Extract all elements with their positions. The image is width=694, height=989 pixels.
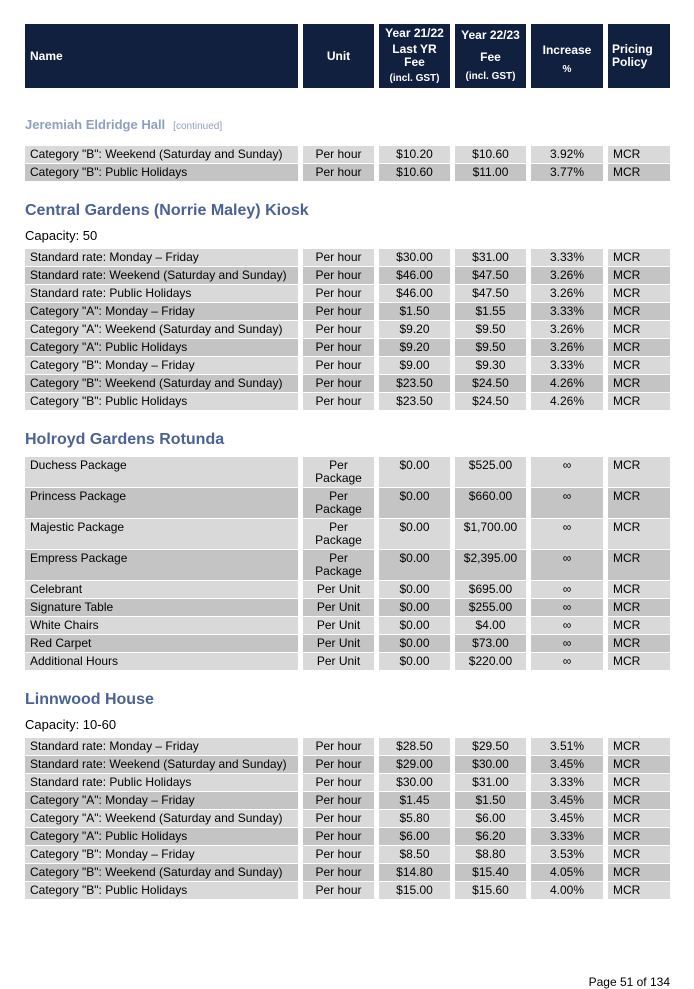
row-pricing-policy: MCR	[608, 357, 670, 375]
table-row	[25, 635, 670, 653]
table-row	[25, 393, 670, 411]
row-name: Signature Table	[25, 599, 303, 617]
row-increase: 3.33%	[531, 357, 608, 375]
row-increase: 3.26%	[531, 339, 608, 357]
header-fee-label: Fee	[480, 50, 501, 64]
row-increase: 3.45%	[531, 756, 608, 774]
row-increase: 3.26%	[531, 321, 608, 339]
table-row	[25, 519, 670, 550]
row-pricing-policy: MCR	[608, 375, 670, 393]
row-pricing-policy: MCR	[608, 550, 670, 581]
row-name: Category "A": Weekend (Saturday and Sunday)	[25, 810, 303, 828]
row-last-year-fee: $0.00	[379, 653, 455, 671]
row-last-year-fee: $30.00	[379, 774, 455, 792]
row-pricing-policy: MCR	[608, 810, 670, 828]
row-pricing-policy: MCR	[608, 828, 670, 846]
sections-container	[25, 117, 670, 900]
row-unit: Per hour	[303, 774, 379, 792]
row-name: Category "A": Public Holidays	[25, 828, 303, 846]
row-pricing-policy: MCR	[608, 488, 670, 519]
row-name: Celebrant	[25, 581, 303, 599]
row-fee: $1.55	[455, 303, 531, 321]
table-row	[25, 792, 670, 810]
row-fee: $10.60	[455, 146, 531, 164]
row-fee: $525.00	[455, 457, 531, 488]
row-name: Empress Package	[25, 550, 303, 581]
table-row	[25, 249, 670, 267]
fee-table	[25, 146, 670, 182]
row-last-year-fee: $0.00	[379, 457, 455, 488]
row-unit: Per hour	[303, 303, 379, 321]
row-fee: $695.00	[455, 581, 531, 599]
row-fee: $30.00	[455, 756, 531, 774]
row-last-year-fee: $5.80	[379, 810, 455, 828]
row-last-year-fee: $0.00	[379, 599, 455, 617]
row-fee: $1.50	[455, 792, 531, 810]
row-increase: ∞	[531, 457, 608, 488]
table-row	[25, 488, 670, 519]
table-header	[25, 24, 670, 89]
row-fee: $29.50	[455, 738, 531, 756]
row-fee: $4.00	[455, 617, 531, 635]
row-pricing-policy: MCR	[608, 635, 670, 653]
row-increase: 4.26%	[531, 393, 608, 411]
row-fee: $6.00	[455, 810, 531, 828]
row-fee: $73.00	[455, 635, 531, 653]
row-fee: $660.00	[455, 488, 531, 519]
table-row	[25, 303, 670, 321]
header-increase-sub: %	[562, 64, 572, 75]
row-increase: 4.26%	[531, 375, 608, 393]
header-increase-label: Increase	[542, 43, 592, 57]
row-pricing-policy: MCR	[608, 146, 670, 164]
table-row	[25, 285, 670, 303]
row-increase: ∞	[531, 617, 608, 635]
row-pricing-policy: MCR	[608, 164, 670, 182]
row-last-year-fee: $1.45	[379, 792, 455, 810]
table-row	[25, 774, 670, 792]
row-fee: $2,395.00	[455, 550, 531, 581]
header-last-year-label: Last YR Fee	[392, 42, 437, 69]
row-unit: Per hour	[303, 357, 379, 375]
row-fee: $8.80	[455, 846, 531, 864]
fee-table	[25, 457, 670, 671]
header-last-year-top: Year 21/22	[385, 26, 444, 40]
row-name: Standard rate: Monday – Friday	[25, 738, 303, 756]
section-title	[25, 431, 670, 449]
row-fee: $9.50	[455, 339, 531, 357]
row-increase: 3.33%	[531, 303, 608, 321]
row-name: Duchess Package	[25, 457, 303, 488]
fee-schedule-page	[25, 24, 670, 900]
row-name: Category "B": Public Holidays	[25, 393, 303, 411]
row-increase: ∞	[531, 519, 608, 550]
row-last-year-fee: $6.00	[379, 828, 455, 846]
table-row	[25, 599, 670, 617]
row-name: Category "B": Public Holidays	[25, 882, 303, 900]
row-pricing-policy: MCR	[608, 457, 670, 488]
row-name: Standard rate: Public Holidays	[25, 285, 303, 303]
row-last-year-fee: $10.60	[379, 164, 455, 182]
row-increase: 3.26%	[531, 285, 608, 303]
row-name: Standard rate: Weekend (Saturday and Sunday)	[25, 267, 303, 285]
row-name: Category "A": Public Holidays	[25, 339, 303, 357]
row-unit: Per hour	[303, 321, 379, 339]
row-pricing-policy: MCR	[608, 599, 670, 617]
row-fee: $15.40	[455, 864, 531, 882]
row-fee: $220.00	[455, 653, 531, 671]
row-last-year-fee: $0.00	[379, 488, 455, 519]
table-row	[25, 581, 670, 599]
row-increase: 3.26%	[531, 267, 608, 285]
table-row	[25, 653, 670, 671]
row-pricing-policy: MCR	[608, 864, 670, 882]
row-name: Category "A": Weekend (Saturday and Sunday)	[25, 321, 303, 339]
row-fee: $1,700.00	[455, 519, 531, 550]
table-row	[25, 882, 670, 900]
header-fee	[455, 24, 531, 89]
row-last-year-fee: $0.00	[379, 581, 455, 599]
row-pricing-policy: MCR	[608, 393, 670, 411]
row-unit: Per hour	[303, 882, 379, 900]
section	[25, 691, 670, 900]
row-last-year-fee: $0.00	[379, 617, 455, 635]
header-increase	[531, 24, 608, 89]
table-row	[25, 457, 670, 488]
row-unit: Per Unit	[303, 617, 379, 635]
row-pricing-policy: MCR	[608, 267, 670, 285]
row-unit: Per Unit	[303, 653, 379, 671]
row-pricing-policy: MCR	[608, 846, 670, 864]
section-title-text: Jeremiah Eldridge Hall	[25, 117, 166, 132]
row-unit: Per hour	[303, 164, 379, 182]
row-fee: $24.50	[455, 393, 531, 411]
page-number: Page 51 of 134	[588, 975, 670, 989]
header-name: Name	[25, 24, 303, 89]
row-name: Red Carpet	[25, 635, 303, 653]
row-increase: ∞	[531, 635, 608, 653]
row-fee: $6.20	[455, 828, 531, 846]
row-last-year-fee: $0.00	[379, 635, 455, 653]
row-unit: Per hour	[303, 339, 379, 357]
table-row	[25, 339, 670, 357]
row-fee: $9.30	[455, 357, 531, 375]
row-pricing-policy: MCR	[608, 617, 670, 635]
section-title	[25, 117, 670, 132]
row-unit: Per Package	[303, 457, 379, 488]
row-fee: $255.00	[455, 599, 531, 617]
section	[25, 117, 670, 182]
row-name: Category "B": Weekend (Saturday and Sunday)	[25, 375, 303, 393]
row-last-year-fee: $46.00	[379, 267, 455, 285]
row-unit: Per Unit	[303, 581, 379, 599]
row-last-year-fee: $9.20	[379, 339, 455, 357]
table-row	[25, 756, 670, 774]
section	[25, 202, 670, 411]
table-row	[25, 550, 670, 581]
table-row	[25, 164, 670, 182]
table-row	[25, 864, 670, 882]
row-name: Category "A": Monday – Friday	[25, 792, 303, 810]
header-fee-top: Year 22/23	[461, 28, 520, 42]
table-row	[25, 810, 670, 828]
row-last-year-fee: $0.00	[379, 519, 455, 550]
table-row	[25, 828, 670, 846]
row-name: Standard rate: Weekend (Saturday and Sunday)	[25, 756, 303, 774]
row-last-year-fee: $14.80	[379, 864, 455, 882]
header-fee-sub: (incl. GST)	[465, 71, 516, 82]
row-pricing-policy: MCR	[608, 339, 670, 357]
table-row	[25, 846, 670, 864]
row-pricing-policy: MCR	[608, 285, 670, 303]
row-last-year-fee: $29.00	[379, 756, 455, 774]
row-increase: ∞	[531, 581, 608, 599]
header-last-year-sub: (incl. GST)	[389, 73, 440, 84]
row-fee: $31.00	[455, 774, 531, 792]
row-name: Additional Hours	[25, 653, 303, 671]
row-fee: $24.50	[455, 375, 531, 393]
row-unit: Per Unit	[303, 635, 379, 653]
row-name: Category "A": Monday – Friday	[25, 303, 303, 321]
header-unit: Unit	[303, 24, 379, 89]
row-pricing-policy: MCR	[608, 249, 670, 267]
row-last-year-fee: $23.50	[379, 375, 455, 393]
row-unit: Per Package	[303, 550, 379, 581]
row-pricing-policy: MCR	[608, 738, 670, 756]
row-increase: 3.33%	[531, 774, 608, 792]
row-pricing-policy: MCR	[608, 756, 670, 774]
section	[25, 431, 670, 671]
row-unit: Per hour	[303, 393, 379, 411]
row-unit: Per Package	[303, 488, 379, 519]
row-name: Standard rate: Public Holidays	[25, 774, 303, 792]
row-increase: 3.92%	[531, 146, 608, 164]
table-row	[25, 357, 670, 375]
row-increase: ∞	[531, 488, 608, 519]
row-unit: Per hour	[303, 375, 379, 393]
row-pricing-policy: MCR	[608, 321, 670, 339]
row-fee: $47.50	[455, 285, 531, 303]
row-increase: ∞	[531, 653, 608, 671]
row-increase: 3.45%	[531, 810, 608, 828]
row-fee: $9.50	[455, 321, 531, 339]
continued-tag: [continued]	[173, 121, 223, 132]
row-name: Category "B": Monday – Friday	[25, 846, 303, 864]
row-pricing-policy: MCR	[608, 792, 670, 810]
row-last-year-fee: $30.00	[379, 249, 455, 267]
row-unit: Per hour	[303, 267, 379, 285]
row-unit: Per hour	[303, 285, 379, 303]
section-title	[25, 691, 670, 709]
row-last-year-fee: $15.00	[379, 882, 455, 900]
table-row	[25, 738, 670, 756]
row-last-year-fee: $8.50	[379, 846, 455, 864]
row-unit: Per hour	[303, 756, 379, 774]
row-last-year-fee: $23.50	[379, 393, 455, 411]
row-fee: $31.00	[455, 249, 531, 267]
row-increase: 3.51%	[531, 738, 608, 756]
row-increase: 4.05%	[531, 864, 608, 882]
row-name: Standard rate: Monday – Friday	[25, 249, 303, 267]
row-increase: ∞	[531, 550, 608, 581]
row-unit: Per hour	[303, 828, 379, 846]
row-pricing-policy: MCR	[608, 653, 670, 671]
row-increase: 3.33%	[531, 249, 608, 267]
row-name: Category "B": Public Holidays	[25, 164, 303, 182]
row-fee: $11.00	[455, 164, 531, 182]
row-pricing-policy: MCR	[608, 774, 670, 792]
section-capacity: Capacity: 10-60	[25, 717, 117, 732]
section-title-text: Holroyd Gardens Rotunda	[25, 431, 225, 448]
row-last-year-fee: $28.50	[379, 738, 455, 756]
row-name: Princess Package	[25, 488, 303, 519]
section-title	[25, 202, 670, 220]
row-name: Category "B": Weekend (Saturday and Sunday)	[25, 146, 303, 164]
row-unit: Per Unit	[303, 599, 379, 617]
table-row	[25, 375, 670, 393]
table-row	[25, 321, 670, 339]
row-pricing-policy: MCR	[608, 882, 670, 900]
row-unit: Per hour	[303, 792, 379, 810]
row-last-year-fee: $46.00	[379, 285, 455, 303]
row-last-year-fee: $9.00	[379, 357, 455, 375]
row-fee: $15.60	[455, 882, 531, 900]
row-name: Category "B": Monday – Friday	[25, 357, 303, 375]
row-increase: 3.45%	[531, 792, 608, 810]
row-last-year-fee: $9.20	[379, 321, 455, 339]
row-pricing-policy: MCR	[608, 303, 670, 321]
section-title-text: Central Gardens (Norrie Maley) Kiosk	[25, 202, 309, 219]
header-last-year	[379, 24, 455, 89]
row-unit: Per hour	[303, 249, 379, 267]
row-unit: Per Package	[303, 519, 379, 550]
row-fee: $47.50	[455, 267, 531, 285]
row-increase: ∞	[531, 599, 608, 617]
fee-table	[25, 249, 670, 411]
table-row	[25, 617, 670, 635]
row-last-year-fee: $0.00	[379, 550, 455, 581]
row-unit: Per hour	[303, 864, 379, 882]
header-policy: Pricing Policy	[608, 24, 670, 89]
row-increase: 3.77%	[531, 164, 608, 182]
row-increase: 4.00%	[531, 882, 608, 900]
row-unit: Per hour	[303, 846, 379, 864]
section-title-text: Linnwood House	[25, 691, 154, 708]
row-name: Category "B": Weekend (Saturday and Sunday)	[25, 864, 303, 882]
fee-table	[25, 738, 670, 900]
row-pricing-policy: MCR	[608, 519, 670, 550]
section-capacity: Capacity: 50	[25, 228, 98, 243]
row-name: White Chairs	[25, 617, 303, 635]
row-unit: Per hour	[303, 146, 379, 164]
table-row	[25, 146, 670, 164]
row-pricing-policy: MCR	[608, 581, 670, 599]
table-row	[25, 267, 670, 285]
row-name: Majestic Package	[25, 519, 303, 550]
row-increase: 3.53%	[531, 846, 608, 864]
row-unit: Per hour	[303, 738, 379, 756]
row-increase: 3.33%	[531, 828, 608, 846]
row-last-year-fee: $10.20	[379, 146, 455, 164]
row-last-year-fee: $1.50	[379, 303, 455, 321]
row-unit: Per hour	[303, 810, 379, 828]
